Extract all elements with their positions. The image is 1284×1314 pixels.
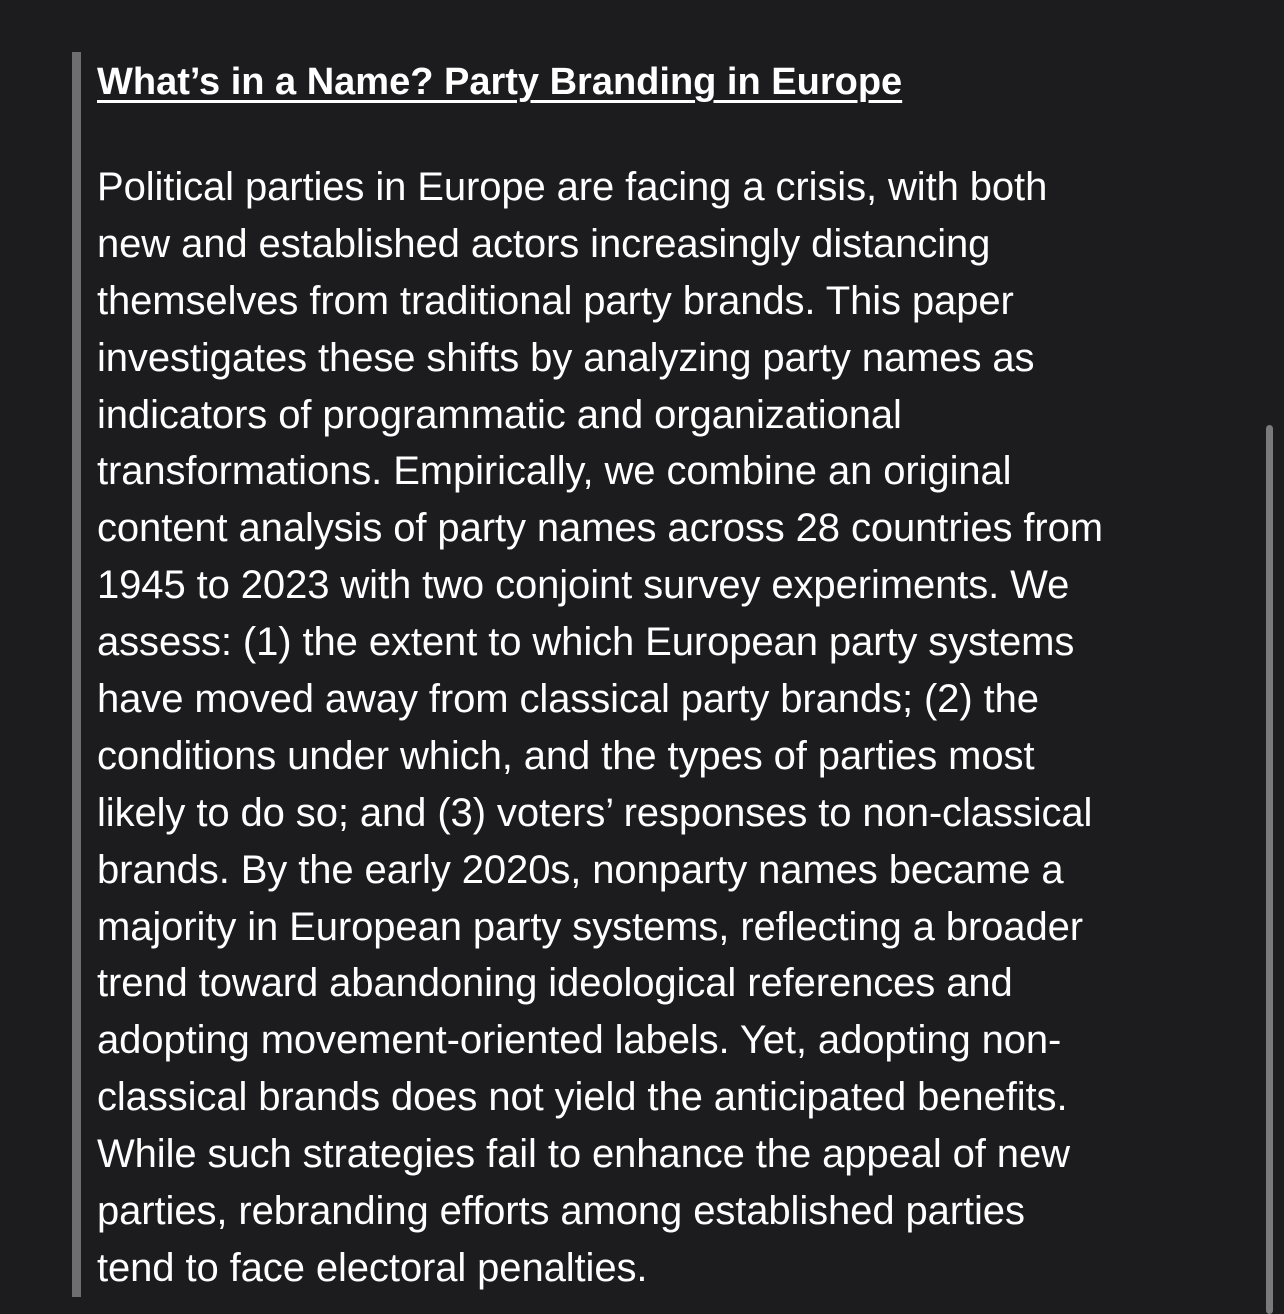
abstract-line: adopting movement-oriented labels. Yet, adopting non-: [97, 1018, 1062, 1063]
abstract-line: likely to do so; and (3) voters’ responses to non-classical: [97, 790, 1093, 835]
abstract-line: indicators of programmatic and organizational: [97, 392, 902, 437]
abstract-line: tend to face electoral penalties.: [97, 1245, 648, 1290]
scrollbar-thumb[interactable]: [1266, 425, 1273, 1314]
abstract-line: themselves from traditional party brands. This paper: [97, 278, 1014, 323]
abstract-line: 1945 to 2023 with two conjoint survey experiments. We: [97, 563, 1070, 608]
abstract-line: content analysis of party names across 28 countries from: [97, 506, 1103, 551]
abstract-line: transformations. Empirically, we combine an original: [97, 449, 1012, 494]
abstract-line: While such strategies fail to enhance the appeal of new: [97, 1132, 1070, 1177]
abstract-line: investigates these shifts by analyzing party names as: [97, 335, 1035, 380]
abstract-line: classical brands does not yield the anticipated benefits.: [97, 1075, 1068, 1120]
abstract-line: new and established actors increasingly distancing: [97, 221, 991, 266]
abstract-line: have moved away from classical party brands; (2) the: [97, 677, 1039, 722]
abstract-line: trend toward abandoning ideological references and: [97, 961, 1013, 1006]
post-abstract: [97, 159, 1247, 1297]
abstract-line: parties, rebranding efforts among established parties: [97, 1189, 1025, 1234]
abstract-line: assess: (1) the extent to which European party systems: [97, 620, 1075, 665]
quoted-post: [97, 56, 1247, 1297]
abstract-line: Political parties in Europe are facing a crisis, with both: [97, 165, 1048, 209]
post-title[interactable]: What’s in a Name? Party Branding in Europe: [97, 61, 903, 103]
abstract-line: brands. By the early 2020s, nonparty names became a: [97, 847, 1064, 892]
blockquote-bar: [72, 52, 81, 1297]
abstract-line: conditions under which, and the types of parties most: [97, 733, 1035, 778]
abstract-line: majority in European party systems, reflecting a broader: [97, 904, 1083, 949]
